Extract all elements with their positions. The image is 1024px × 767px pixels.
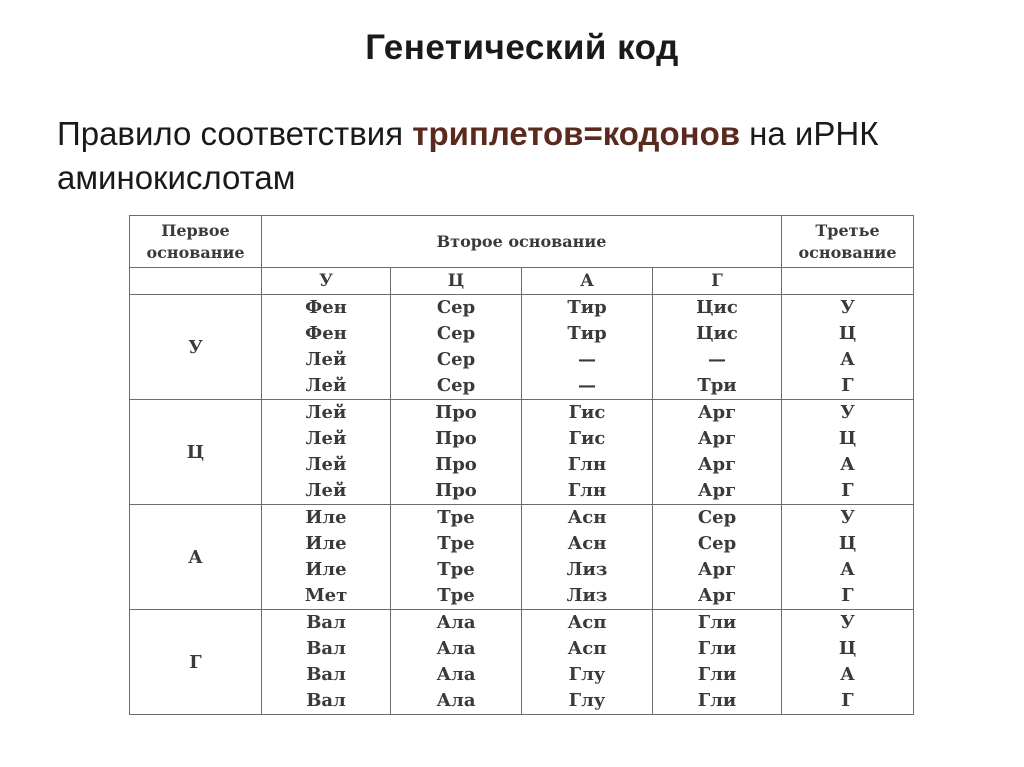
- amino-acid: Глн: [567, 480, 607, 501]
- amino-acid: Три: [697, 375, 737, 396]
- amino-acid-cell: [522, 400, 653, 505]
- amino-acid-cell: [262, 610, 391, 715]
- amino-acid: Гли: [697, 612, 737, 633]
- amino-acid: Глу: [568, 690, 606, 711]
- third-base: Г: [841, 585, 854, 606]
- amino-acid-cell: [262, 295, 391, 400]
- amino-acid: Арг: [697, 585, 737, 606]
- subtitle: [57, 112, 957, 200]
- table-row: [130, 400, 914, 505]
- amino-acid: Тир: [567, 323, 607, 344]
- amino-acid-cell: [391, 295, 522, 400]
- amino-acid: Ала: [436, 638, 476, 659]
- amino-acid: Ала: [436, 612, 476, 633]
- amino-acid: Про: [435, 428, 477, 449]
- amino-acid: —: [708, 349, 726, 370]
- second-base-c: Ц: [391, 268, 522, 295]
- amino-acid-cell: [262, 400, 391, 505]
- amino-acid: Гли: [697, 664, 737, 685]
- third-base: Г: [841, 375, 854, 396]
- amino-acid: Тре: [437, 533, 475, 554]
- amino-acid: Сер: [436, 375, 476, 396]
- amino-acid: Арг: [697, 402, 737, 423]
- amino-acid: Вал: [306, 612, 346, 633]
- amino-acid: Тре: [437, 559, 475, 580]
- amino-acid-cell: [391, 505, 522, 610]
- amino-acid-cell: [391, 610, 522, 715]
- amino-acid: Про: [435, 402, 477, 423]
- amino-acid: Фен: [305, 323, 347, 344]
- third-base: Г: [841, 480, 854, 501]
- subtitle-suffix: на иРНК: [740, 115, 879, 152]
- amino-acid: Арг: [697, 559, 737, 580]
- header-second-base: Второе основание: [262, 216, 782, 268]
- amino-acid: Лей: [305, 454, 347, 475]
- amino-acid: Тре: [437, 507, 475, 528]
- amino-acid: Лей: [305, 480, 347, 501]
- amino-acid: Ала: [436, 664, 476, 685]
- amino-acid: Гли: [697, 690, 737, 711]
- third-base-cell: [782, 505, 914, 610]
- amino-acid: Цис: [696, 297, 738, 318]
- header-empty-right: [782, 268, 914, 295]
- second-base-g: Г: [653, 268, 782, 295]
- amino-acid-cell: [391, 400, 522, 505]
- amino-acid: Арг: [697, 480, 737, 501]
- subtitle-line2: аминокислотам: [57, 159, 296, 196]
- third-base: Ц: [838, 323, 857, 344]
- amino-acid: Вал: [306, 638, 346, 659]
- second-base-u: У: [262, 268, 391, 295]
- amino-acid: Арг: [697, 428, 737, 449]
- amino-acid-cell: [522, 505, 653, 610]
- amino-acid: Ала: [436, 690, 476, 711]
- amino-acid: Сер: [697, 533, 737, 554]
- amino-acid-cell: [522, 610, 653, 715]
- amino-acid: Цис: [696, 323, 738, 344]
- first-base-cell: А: [130, 505, 262, 610]
- first-base-cell: Ц: [130, 400, 262, 505]
- amino-acid: Лиз: [566, 585, 608, 606]
- amino-acid: Лей: [305, 349, 347, 370]
- third-base-cell: [782, 295, 914, 400]
- first-base-cell: У: [130, 295, 262, 400]
- third-base: Ц: [838, 428, 857, 449]
- amino-acid: Асп: [567, 638, 607, 659]
- amino-acid-cell: [653, 505, 782, 610]
- third-base: У: [840, 507, 855, 528]
- third-base-cell: [782, 400, 914, 505]
- amino-acid: Про: [435, 480, 477, 501]
- amino-acid-cell: [262, 505, 391, 610]
- amino-acid-cell: [522, 295, 653, 400]
- amino-acid: Иле: [305, 559, 347, 580]
- third-base: А: [840, 664, 855, 685]
- amino-acid: Мет: [304, 585, 348, 606]
- table-row: [130, 610, 914, 715]
- amino-acid: Глн: [567, 454, 607, 475]
- third-base: Ц: [838, 533, 857, 554]
- amino-acid: Арг: [697, 454, 737, 475]
- amino-acid: —: [578, 375, 596, 396]
- amino-acid-cell: [653, 295, 782, 400]
- second-base-a: А: [522, 268, 653, 295]
- amino-acid: Сер: [436, 323, 476, 344]
- amino-acid: Тир: [567, 297, 607, 318]
- amino-acid: Вал: [306, 664, 346, 685]
- subtitle-highlight: триплетов=кодонов: [412, 115, 741, 152]
- amino-acid: Лей: [305, 375, 347, 396]
- amino-acid: Глу: [568, 664, 606, 685]
- first-base-cell: Г: [130, 610, 262, 715]
- third-base: А: [840, 349, 855, 370]
- amino-acid: Асн: [567, 533, 607, 554]
- genetic-code-table: [129, 215, 914, 715]
- table-row: [130, 505, 914, 610]
- third-base: А: [840, 454, 855, 475]
- amino-acid: Гис: [568, 428, 606, 449]
- amino-acid: Тре: [437, 585, 475, 606]
- amino-acid: Вал: [306, 690, 346, 711]
- third-base-cell: [782, 610, 914, 715]
- amino-acid: Лей: [305, 402, 347, 423]
- codon-table-body: [130, 295, 914, 715]
- amino-acid: Сер: [436, 297, 476, 318]
- amino-acid-cell: [653, 610, 782, 715]
- amino-acid: Лиз: [566, 559, 608, 580]
- header-third-base: Третье основание: [782, 216, 914, 268]
- third-base: У: [840, 612, 855, 633]
- amino-acid-cell: [653, 400, 782, 505]
- amino-acid: Иле: [305, 507, 347, 528]
- amino-acid: Асн: [567, 507, 607, 528]
- amino-acid: —: [578, 349, 596, 370]
- third-base: А: [840, 559, 855, 580]
- amino-acid: Сер: [697, 507, 737, 528]
- third-base: У: [840, 297, 855, 318]
- amino-acid: Про: [435, 454, 477, 475]
- third-base: У: [840, 402, 855, 423]
- amino-acid: Гли: [697, 638, 737, 659]
- header-first-base: Первое основание: [130, 216, 262, 268]
- amino-acid: Асп: [567, 612, 607, 633]
- amino-acid: Гис: [568, 402, 606, 423]
- third-base: Г: [841, 690, 854, 711]
- header-empty-left: [130, 268, 262, 295]
- third-base: Ц: [838, 638, 857, 659]
- amino-acid: Сер: [436, 349, 476, 370]
- amino-acid: Лей: [305, 428, 347, 449]
- subtitle-prefix: Правило соответствия: [57, 115, 413, 152]
- table-row: [130, 295, 914, 400]
- amino-acid: Иле: [305, 533, 347, 554]
- page-title: Генетический код: [365, 28, 679, 67]
- amino-acid: Фен: [305, 297, 347, 318]
